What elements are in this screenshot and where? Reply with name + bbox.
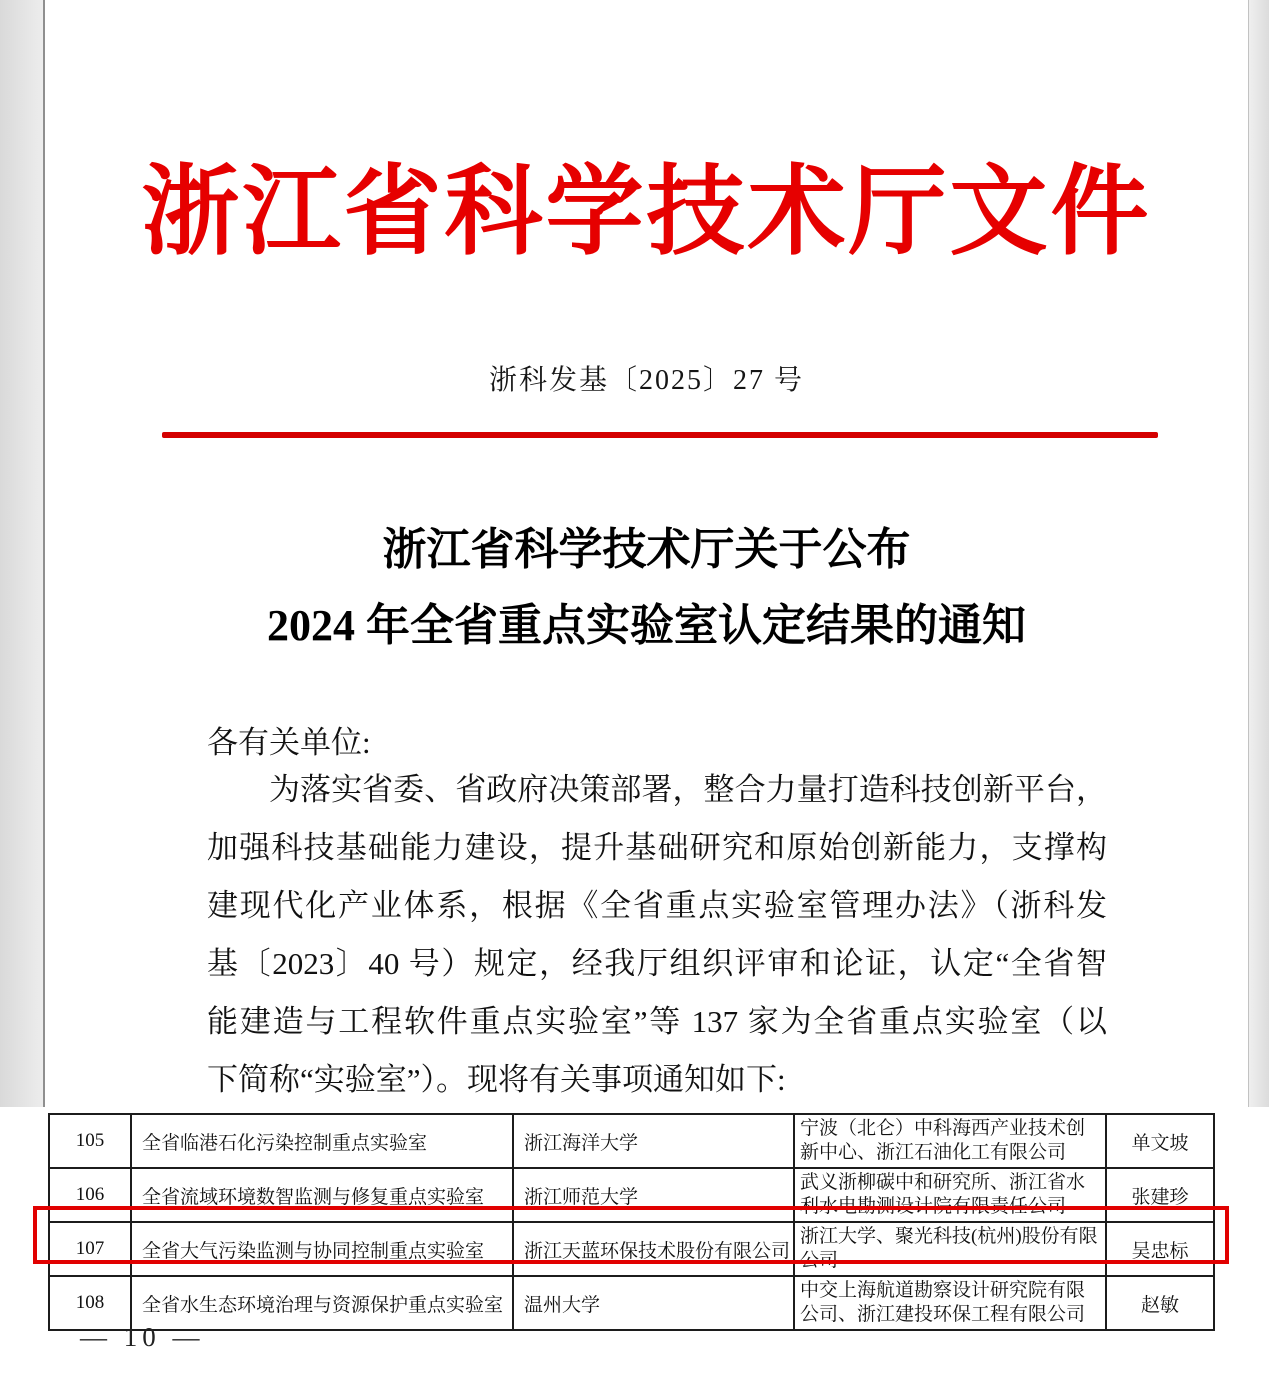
row-number-cell: 105 xyxy=(49,1114,131,1168)
partner-orgs-cell: 宁波（北仑）中科海西产业技术创新中心、浙江石油化工有限公司 xyxy=(794,1114,1106,1168)
institution-cell: 浙江天蓝环保技术股份有限公司 xyxy=(513,1222,794,1276)
table-row xyxy=(49,1114,1214,1168)
notice-body xyxy=(207,761,1107,1109)
director-cell: 单文坡 xyxy=(1106,1114,1214,1168)
director-cell: 赵敏 xyxy=(1106,1276,1214,1330)
partner-orgs-cell: 武义浙柳碳中和研究所、浙江省水利水电勘测设计院有限责任公司 xyxy=(794,1168,1106,1222)
lab-name-cell: 全省大气污染监测与协同控制重点实验室 xyxy=(131,1222,513,1276)
laboratory-results-table xyxy=(48,1113,1215,1331)
red-divider-rule xyxy=(162,432,1158,438)
page-right-margin-shadow xyxy=(1248,0,1269,1107)
institution-cell: 浙江师范大学 xyxy=(513,1168,794,1222)
table-row xyxy=(49,1276,1214,1330)
institution-cell: 浙江海洋大学 xyxy=(513,1114,794,1168)
lab-name-cell: 全省临港石化污染控制重点实验室 xyxy=(131,1114,513,1168)
document-number: 浙科发基〔2025〕27 号 xyxy=(488,365,804,396)
row-number-cell: 108 xyxy=(49,1276,131,1330)
notice-title-line2: 2024 年全省重点实验室认定结果的通知 xyxy=(267,601,1026,650)
table-row-highlighted xyxy=(49,1222,1214,1276)
director-cell: 吴忠标 xyxy=(1106,1222,1214,1276)
partner-orgs-cell: 中交上海航道勘察设计研究院有限公司、浙江建投环保工程有限公司 xyxy=(794,1276,1106,1330)
page-number: — 10 — xyxy=(80,1322,205,1352)
lab-name-cell: 全省流域环境数智监测与修复重点实验室 xyxy=(131,1168,513,1222)
notice-title-line1: 浙江省科学技术厅关于公布 xyxy=(382,525,911,574)
notice-title xyxy=(45,524,1248,652)
salutation: 各有关单位: xyxy=(207,725,371,760)
page-left-margin-shadow xyxy=(0,0,45,1107)
row-number-cell: 107 xyxy=(49,1222,131,1276)
row-number-cell: 106 xyxy=(49,1168,131,1222)
lab-name-cell: 全省水生态环境治理与资源保护重点实验室 xyxy=(131,1276,513,1330)
document-header-title: 浙江省科学技术厅文件 xyxy=(141,159,1152,267)
institution-cell: 温州大学 xyxy=(513,1276,794,1330)
body-line: 加强科技基础能力建设，提升基础研究和原始创新能力，支撑构 xyxy=(207,830,1107,865)
partner-orgs-cell: 浙江大学、聚光科技(杭州)股份有限公司 xyxy=(794,1222,1106,1276)
body-line: 基〔2023〕40 号）规定，经我厅组织评审和论证，认定“全省智 xyxy=(207,946,1107,981)
body-line: 下简称“实验室”）。现将有关事项通知如下: xyxy=(207,1062,786,1097)
table-row xyxy=(49,1168,1214,1222)
director-cell: 张建珍 xyxy=(1106,1168,1214,1222)
body-line: 能建造与工程软件重点实验室”等 137 家为全省重点实验室（以 xyxy=(207,1004,1107,1039)
body-line: 建现代化产业体系，根据《全省重点实验室管理办法》（浙科发 xyxy=(207,888,1107,923)
body-line: 为落实省委、省政府决策部署，整合力量打造科技创新平台， xyxy=(269,772,1107,807)
